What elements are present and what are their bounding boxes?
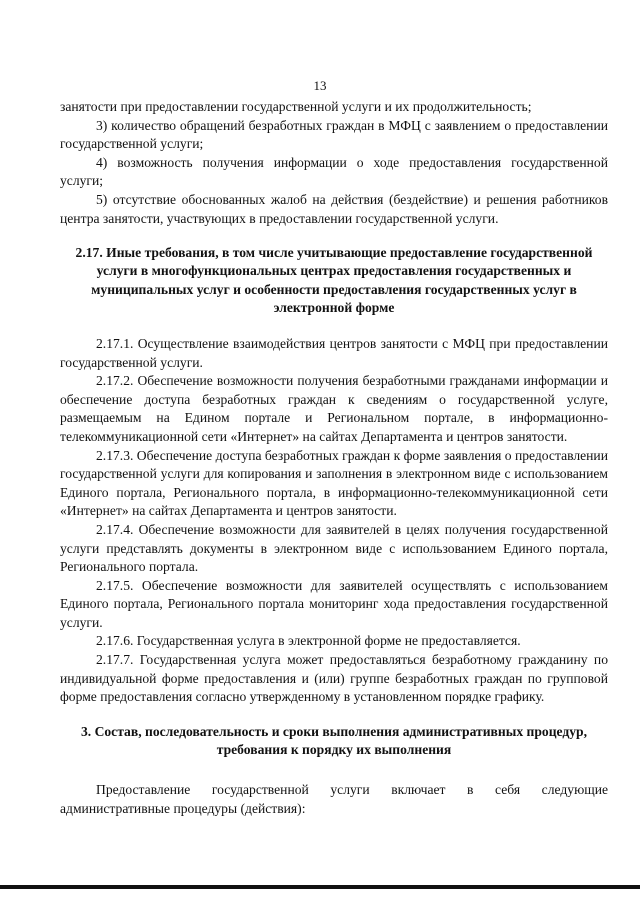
paragraph: 2.17.7. Государственная услуга может предоставляться безработному гражданину по индивидуальной форме предоставления и (или) группе безработных граждан по групповой форме предоставления согласно утвержденному в установленном порядке графику. [60, 652, 608, 705]
section-heading-2-17: 2.17. Иные требования, в том числе учитывающие предоставление государственной услуги в многофункциональных центрах предоставления государственных и муниципальных услуг и особенности предоставления государственных услуг в электронной форме [75, 245, 593, 315]
paragraph: Предоставление государственной услуги включает в себя следующие административные процедуры (действия): [60, 782, 608, 816]
paragraph: 4) возможность получения информации о ходе предоставления государственной услуги; [60, 154, 608, 189]
paragraph: 2.17.5. Обеспечение возможности для заявителей осуществлять с использованием Единого портала, Регионального портала мониторинг хода предоставления государственной услуги. [60, 577, 608, 630]
paragraph: 2.17.2. Обеспечение возможности получения безработными гражданами информации и обеспечение доступа безработных граждан к сведениям о государственной услуге, размещаемым на Едином портале и Региональном портале, в информационно-телекоммуникационной сети «Интернет» на сайтах Департамента и центров занятости. [60, 373, 608, 444]
paragraph: 2.17.3. Обеспечение доступа безработных граждан к форме заявления о предоставлении государственной услуги для копирования и заполнения в электронном виде с использованием Единого портала, Регионального портала, в информационно-телекоммуникационной сети «Интернет» на сайтах Департамента и центров занятости. [60, 447, 608, 519]
paragraph: занятости при предоставлении государственной услуги и их продолжительность; [60, 99, 532, 114]
footer-rule [0, 885, 640, 889]
document-body [60, 98, 608, 818]
page-number: 13 [313, 78, 327, 93]
section-heading-3: 3. Состав, последовательность и сроки выполнения административных процедур, требования к порядку их выполнения [80, 723, 588, 758]
paragraph: 5) отсутствие обоснованных жалоб на действия (бездействие) и решения работников центра занятости, участвующих в предоставлении государственной услуги. [60, 191, 608, 226]
paragraph: 3) количество обращений безработных граждан в МФЦ с заявлением о предоставлении государственной услуги; [60, 117, 608, 152]
paragraph: 2.17.1. Осуществление взаимодействия центров занятости с МФЦ при предоставлении государственной услуги. [60, 335, 608, 370]
paragraph: 2.17.6. Государственная услуга в электронной форме не предоставляется. [96, 633, 521, 649]
paragraph: 2.17.4. Обеспечение возможности для заявителей в целях получения государственной услуги представлять документы в электронном виде с использованием Единого портала, Регионального портала. [60, 521, 608, 575]
